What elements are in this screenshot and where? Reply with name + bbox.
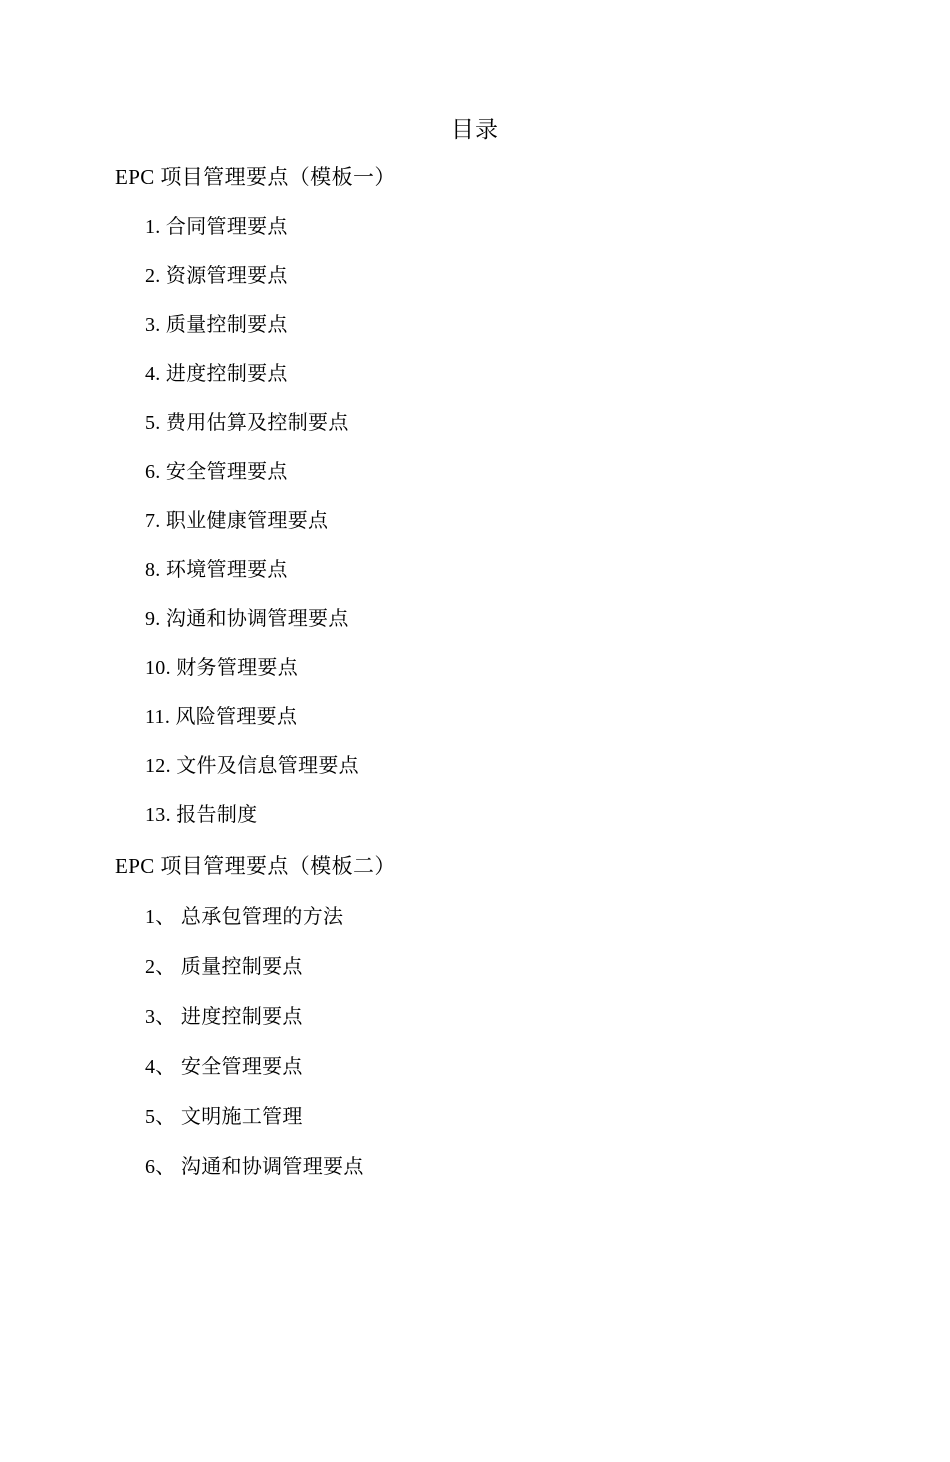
toc-entry[interactable] <box>145 1007 950 1027</box>
toc-entry[interactable] <box>145 364 950 384</box>
toc-entry-label: 环境管理要点 <box>165 559 288 581</box>
toc-entry-number: 5. <box>145 412 161 434</box>
toc-section-template-two <box>0 856 950 1177</box>
section-heading: EPC 项目管理要点（模板一） <box>115 165 396 189</box>
toc-entry[interactable] <box>145 805 950 825</box>
toc-entry-number: 1. <box>145 216 161 238</box>
toc-entry-number: 3. <box>145 314 161 336</box>
toc-entry-label: 资源管理要点 <box>165 265 288 287</box>
toc-entry-number: 2、 <box>145 956 176 978</box>
toc-entry-label: 安全管理要点 <box>180 1056 303 1078</box>
toc-entry-label: 进度控制要点 <box>165 363 288 385</box>
toc-entry[interactable] <box>145 511 950 531</box>
toc-entry-label: 文件及信息管理要点 <box>176 755 359 777</box>
toc-entry-label: 沟通和协调管理要点 <box>165 608 349 630</box>
toc-entry[interactable] <box>145 462 950 482</box>
toc-entry[interactable] <box>145 1107 950 1127</box>
toc-list-template-one <box>0 217 950 825</box>
toc-list-template-two <box>0 907 950 1177</box>
toc-entry-number: 3、 <box>145 1006 176 1028</box>
toc-entry-number: 4、 <box>145 1056 176 1078</box>
toc-entry-label: 风险管理要点 <box>175 706 298 728</box>
document-page <box>0 118 950 1462</box>
toc-entry[interactable] <box>145 907 950 927</box>
toc-entry-label: 财务管理要点 <box>176 657 299 679</box>
toc-entry-label: 报告制度 <box>176 804 258 826</box>
toc-entry-number: 1、 <box>145 906 176 928</box>
toc-entry[interactable] <box>145 560 950 580</box>
page-title: 目录 <box>451 117 499 142</box>
toc-entry[interactable] <box>145 756 950 776</box>
toc-entry-number: 9. <box>145 608 161 630</box>
toc-entry-number: 7. <box>145 510 161 532</box>
toc-entry-label: 文明施工管理 <box>180 1106 303 1128</box>
toc-entry[interactable] <box>145 1057 950 1077</box>
toc-entry[interactable] <box>145 707 950 727</box>
toc-section-template-one <box>0 167 950 825</box>
section-heading: EPC 项目管理要点（模板二） <box>115 854 396 878</box>
toc-entry[interactable] <box>145 658 950 678</box>
toc-entry-number: 13. <box>145 804 171 826</box>
toc-entry[interactable] <box>145 1157 950 1177</box>
toc-entry-number: 2. <box>145 265 161 287</box>
toc-entry[interactable] <box>145 217 950 237</box>
toc-entry-label: 总承包管理的方法 <box>180 906 344 928</box>
toc-entry-number: 5、 <box>145 1106 176 1128</box>
toc-entry[interactable] <box>145 609 950 629</box>
toc-entry-number: 6. <box>145 461 161 483</box>
toc-entry-number: 8. <box>145 559 161 581</box>
toc-entry-label: 质量控制要点 <box>165 314 288 336</box>
toc-entry-label: 费用估算及控制要点 <box>165 412 349 434</box>
toc-entry-label: 合同管理要点 <box>165 216 288 238</box>
toc-entry-number: 4. <box>145 363 161 385</box>
toc-entry-number: 11. <box>145 706 171 728</box>
toc-entry-number: 10. <box>145 657 171 679</box>
toc-entry-label: 进度控制要点 <box>180 1006 303 1028</box>
toc-entry-label: 职业健康管理要点 <box>165 510 329 532</box>
toc-entry[interactable] <box>145 957 950 977</box>
toc-entry-label: 安全管理要点 <box>165 461 288 483</box>
toc-entry[interactable] <box>145 413 950 433</box>
toc-entry-label: 质量控制要点 <box>180 956 303 978</box>
toc-entry[interactable] <box>145 266 950 286</box>
toc-entry-number: 6、 <box>145 1156 176 1178</box>
toc-entry-number: 12. <box>145 755 171 777</box>
toc-entry-label: 沟通和协调管理要点 <box>180 1156 364 1178</box>
toc-entry[interactable] <box>145 315 950 335</box>
